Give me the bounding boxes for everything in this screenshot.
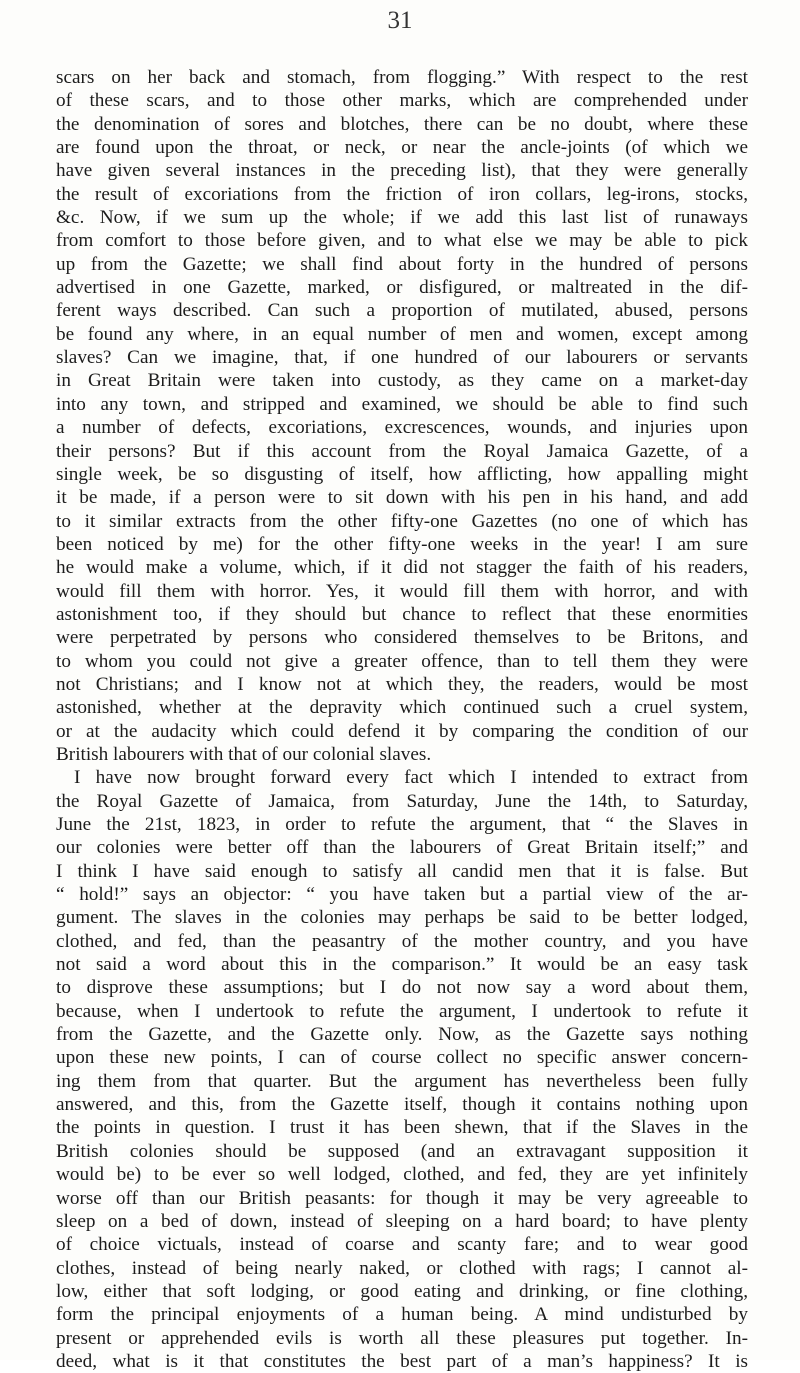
text-line: astonished, whether at the depravity which continued such a cruel system, [56, 697, 748, 719]
text-line: the denomination of sores and blotches, there can be no doubt, where these [56, 113, 748, 135]
text-line: British labourers with that of our colonial slaves. [56, 743, 432, 765]
text-line: answered, and this, from the Gazette itself, though it contains nothing upon [56, 1094, 748, 1116]
text-line: been noticed by me) for the other fifty-one weeks in the year! I am sure [56, 533, 748, 555]
text-line: I think I have said enough to satisfy all candid men that it is false. But [56, 860, 748, 882]
body-text [56, 66, 748, 1373]
text-line: be found any where, in an equal number of men and women, except among [56, 323, 748, 345]
text-line: slaves? Can we imagine, that, if one hundred of our labourers or servants [56, 347, 748, 369]
text-line: deed, what is it that constitutes the best part of a man’s happiness? It is [56, 1350, 748, 1372]
text-line: in Great Britain were taken into custody, as they came on a market-day [56, 370, 748, 392]
text-line: the result of excoriations from the friction of iron collars, leg-irons, stocks, [56, 183, 748, 205]
text-line: single week, be so disgusting of itself, how afflicting, how appalling might [56, 463, 748, 485]
text-line: into any town, and stripped and examined, we should be able to find such [56, 393, 748, 415]
text-line: present or apprehended evils is worth all these pleasures put together. In- [56, 1327, 748, 1349]
text-line: worse off than our British peasants: for though it may be very agreeable to [56, 1187, 748, 1209]
text-line: scars on her back and stomach, from flogging.” With respect to the rest [56, 67, 748, 88]
page-number: 31 [387, 7, 413, 34]
text-line: to disprove these assumptions; but I do not now say a word about them, [56, 977, 748, 999]
text-line: I have now brought forward every fact which I intended to extract from [74, 767, 748, 789]
text-line: British colonies should be supposed (and an extravagant supposition it [56, 1140, 748, 1162]
text-line: not said a word about this in the comparison.” It would be an easy task [56, 954, 748, 976]
text-line: form the principal enjoyments of a human being. A mind undisturbed by [56, 1304, 748, 1326]
text-line: not Christians; and I know not at which they, the readers, would be most [56, 673, 748, 695]
text-line: he would make a volume, which, if it did not stagger the faith of his readers, [56, 557, 748, 579]
text-line: low, either that soft lodging, or good eating and drinking, or fine clothing, [56, 1280, 748, 1302]
text-line: gument. The slaves in the colonies may perhaps be said to be better lodged, [56, 907, 748, 929]
text-line: of choice victuals, instead of coarse and scanty fare; and to wear good [56, 1234, 748, 1256]
text-line: it be made, if a person were to sit down with his pen in his hand, and add [56, 487, 748, 509]
text-line: astonishment too, if they should but chance to reflect that these enormities [56, 603, 748, 625]
text-line: sleep on a bed of down, instead of sleeping on a hard board; to have plenty [56, 1210, 748, 1232]
text-line: would be) to be ever so well lodged, clothed, and fed, they are yet infinitely [56, 1164, 748, 1186]
text-line: upon these new points, I can of course collect no specific answer concern- [56, 1047, 748, 1069]
text-line: from the Gazette, and the Gazette only. Now, as the Gazette says nothing [56, 1024, 748, 1046]
text-line: because, when I undertook to refute the argument, I undertook to refute it [56, 1000, 748, 1022]
text-line: the points in question. I trust it has been shewn, that if the Slaves in the [56, 1117, 748, 1139]
text-line: are found upon the throat, or neck, or near the ancle-joints (of which we [56, 137, 748, 159]
text-line: June the 21st, 1823, in order to refute the argument, that “ the Slaves in [56, 814, 748, 835]
text-line: ferent ways described. Can such a proportion of mutilated, abused, persons [56, 300, 748, 322]
text-line: up from the Gazette; we shall find about forty in the hundred of persons [56, 253, 748, 275]
text-line: of these scars, and to those other marks, which are comprehended under [56, 90, 748, 112]
text-line: clothes, instead of being nearly naked, or clothed with rags; I cannot al- [56, 1257, 748, 1279]
text-line: to whom you could not give a greater offence, than to tell them they were [56, 650, 748, 672]
text-line: “ hold!” says an objector: “ you have taken but a partial view of the ar- [56, 884, 748, 906]
text-line: have given several instances in the preceding list), that they were generally [56, 160, 748, 182]
text-line: clothed, and fed, than the peasantry of the mother country, and you have [56, 930, 748, 952]
text-line: their persons? But if this account from the Royal Jamaica Gazette, of a [56, 440, 748, 462]
text-line: were perpetrated by persons who considered themselves to be Britons, and [56, 627, 748, 649]
text-line: &c. Now, if we sum up the whole; if we add this last list of runaways [56, 207, 748, 229]
text-line: our colonies were better off than the labourers of Great Britain itself;” and [56, 837, 748, 859]
text-line: advertised in one Gazette, marked, or disfigured, or maltreated in the dif- [56, 277, 748, 299]
text-line: ing them from that quarter. But the argument has nevertheless been fully [56, 1070, 748, 1092]
text-line: a number of defects, excoriations, excrescences, wounds, and injuries upon [56, 417, 748, 439]
text-line: or at the audacity which could defend it by comparing the condition of our [56, 720, 748, 742]
text-line: to it similar extracts from the other fifty-one Gazettes (no one of which has [56, 510, 748, 532]
text-line: from comfort to those before given, and to what else we may be able to pick [56, 230, 748, 252]
text-line: would fill them with horror. Yes, it would fill them with horror, and with [56, 580, 748, 602]
text-line: the Royal Gazette of Jamaica, from Saturday, June the 14th, to Saturday, [56, 790, 748, 812]
